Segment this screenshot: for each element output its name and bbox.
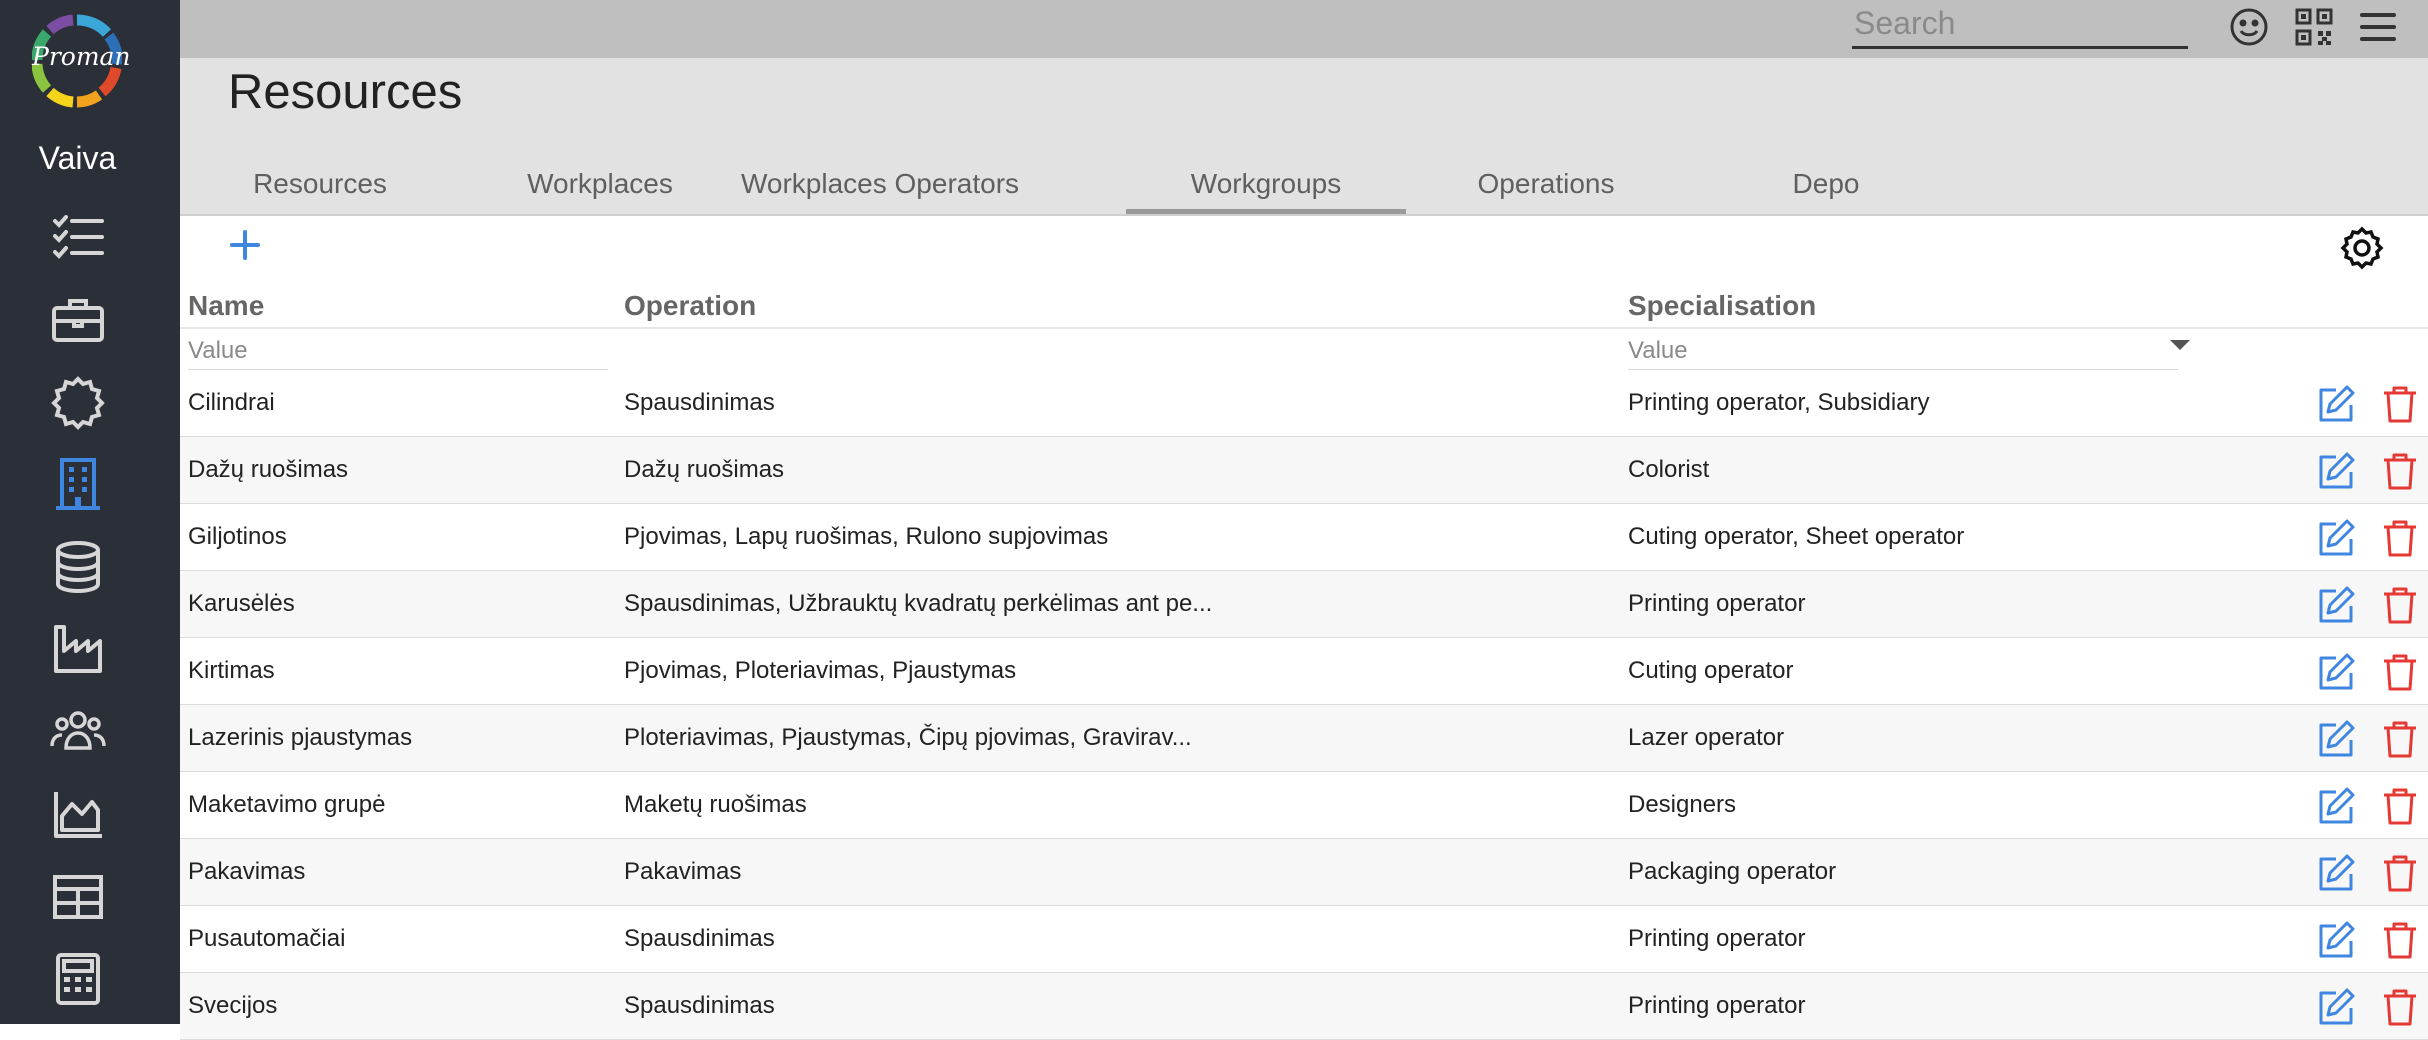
edit-button[interactable] (2314, 583, 2358, 627)
building-icon (50, 456, 106, 512)
tab-depo[interactable]: Depo (1792, 168, 1860, 199)
cell-specialisation: Printing operator, Subsidiary (1628, 389, 1930, 416)
logo-text: Proman (32, 42, 131, 71)
edit-icon (2316, 920, 2356, 960)
cell-operation: Spausdinimas (624, 992, 775, 1019)
delete-button[interactable] (2378, 717, 2422, 761)
cell-specialisation: Cuting operator, Sheet operator (1628, 523, 1965, 550)
cell-operation: Spausdinimas (624, 389, 775, 416)
edit-icon (2316, 786, 2356, 826)
sidebar-item-tasks[interactable] (43, 202, 113, 272)
sidebar-item-settings[interactable] (43, 367, 113, 437)
table-row[interactable] (180, 638, 2428, 705)
edit-button[interactable] (2314, 918, 2358, 962)
gear-outline-icon (50, 374, 106, 430)
edit-button[interactable] (2314, 851, 2358, 895)
cell-name: Pakavimas (188, 858, 306, 885)
database-icon (50, 539, 106, 595)
trash-icon (2380, 920, 2420, 960)
sidebar-item-database[interactable] (43, 532, 113, 602)
delete-button[interactable] (2378, 650, 2422, 694)
tab-resources[interactable]: Resources (253, 168, 387, 199)
sidebar-item-users[interactable] (43, 697, 113, 767)
trash-icon (2380, 451, 2420, 491)
cell-name: Maketavimo grupė (188, 791, 386, 818)
sidebar-item-jobs[interactable] (43, 285, 113, 355)
cell-name: Dažų ruošimas (188, 456, 349, 483)
edit-button[interactable] (2314, 516, 2358, 560)
plus-icon (229, 229, 261, 261)
cell-operation: Pjovimas, Lapų ruošimas, Rulono supjovimas (624, 523, 1109, 550)
cell-operation: Ploteriavimas, Pjaustymas, Čipų pjovimas, Gravirav... (624, 724, 1192, 751)
page-title: Resources (228, 65, 463, 119)
table-row[interactable] (180, 772, 2428, 839)
trash-icon (2380, 719, 2420, 759)
trash-icon (2380, 786, 2420, 826)
sidebar-item-tables[interactable] (43, 862, 113, 932)
delete-button[interactable] (2378, 382, 2422, 426)
trash-icon (2380, 652, 2420, 692)
trash-icon (2380, 518, 2420, 558)
filter-row (180, 327, 2428, 371)
edit-button[interactable] (2314, 382, 2358, 426)
table-settings-button[interactable] (2340, 226, 2386, 272)
table-row[interactable] (180, 504, 2428, 571)
cell-name: Giljotinos (188, 523, 287, 550)
delete-button[interactable] (2378, 918, 2422, 962)
sidebar-item-reports[interactable] (43, 779, 113, 849)
edit-button[interactable] (2314, 650, 2358, 694)
chevron-down-icon[interactable] (2170, 340, 2190, 350)
table-row[interactable] (180, 571, 2428, 638)
table-body (180, 370, 2428, 1040)
search-input[interactable] (1852, 0, 2188, 49)
table-row[interactable] (180, 973, 2428, 1040)
table-row[interactable] (180, 906, 2428, 973)
edit-button[interactable] (2314, 449, 2358, 493)
delete-button[interactable] (2378, 449, 2422, 493)
tab-operations[interactable]: Operations (1477, 168, 1615, 199)
cell-operation: Maketų ruošimas (624, 791, 807, 818)
column-header-specialisation[interactable]: Specialisation (1628, 290, 1817, 321)
tab-workgroups[interactable]: Workgroups (1126, 142, 1406, 214)
page-header (180, 58, 2428, 216)
task-list-icon (50, 209, 106, 265)
qr-scan-button[interactable] (2289, 2, 2339, 52)
calculator-icon (50, 951, 106, 1007)
edit-icon (2316, 853, 2356, 893)
cell-operation: Spausdinimas (624, 925, 775, 952)
name-filter-input[interactable] (188, 333, 608, 371)
cell-name: Svecijos (188, 992, 278, 1019)
edit-button[interactable] (2314, 784, 2358, 828)
proman-logo[interactable] (32, 12, 131, 108)
specialisation-filter-select[interactable] (1628, 333, 2178, 371)
edit-button[interactable] (2314, 717, 2358, 761)
edit-icon (2316, 384, 2356, 424)
menu-button[interactable] (2353, 2, 2403, 52)
cell-operation: Pakavimas (624, 858, 742, 885)
edit-icon (2316, 585, 2356, 625)
feedback-button[interactable] (2224, 2, 2274, 52)
cell-specialisation: Printing operator (1628, 992, 1806, 1019)
cell-operation: Spausdinimas, Užbrauktų kvadratų perkėlimas ant pe... (624, 590, 1213, 617)
sidebar-item-resources[interactable] (43, 449, 113, 519)
gear-icon (2340, 226, 2384, 270)
table-row[interactable] (180, 437, 2428, 504)
users-icon (50, 704, 106, 760)
cell-name: Lazerinis pjaustymas (188, 724, 413, 751)
edit-icon (2316, 719, 2356, 759)
cell-specialisation: Printing operator (1628, 925, 1806, 952)
cell-specialisation: Lazer operator (1628, 724, 1785, 751)
table-row[interactable] (180, 370, 2428, 437)
cell-specialisation: Cuting operator (1628, 657, 1794, 684)
qr-code-icon (2294, 7, 2334, 47)
edit-icon (2316, 987, 2356, 1027)
table-row[interactable] (180, 839, 2428, 906)
cell-operation: Dažų ruošimas (624, 456, 785, 483)
sidebar-item-production[interactable] (43, 614, 113, 684)
edit-button[interactable] (2314, 985, 2358, 1029)
cell-name: Kirtimas (188, 657, 275, 684)
table-icon (50, 869, 106, 925)
trash-icon (2380, 987, 2420, 1027)
area-chart-icon (50, 786, 106, 842)
cell-operation: Pjovimas, Ploteriavimas, Pjaustymas (624, 657, 1017, 684)
cell-name: Karusėlės (188, 590, 295, 617)
factory-icon (50, 621, 106, 677)
add-button[interactable] (222, 222, 268, 268)
trash-icon (2380, 585, 2420, 625)
edit-icon (2316, 652, 2356, 692)
smiley-icon (2228, 6, 2270, 48)
delete-button[interactable] (2378, 851, 2422, 895)
edit-icon (2316, 451, 2356, 491)
trash-icon (2380, 384, 2420, 424)
column-header-operation[interactable]: Operation (624, 290, 757, 321)
delete-button[interactable] (2378, 985, 2422, 1029)
sidebar (0, 0, 180, 1024)
hamburger-icon (2358, 7, 2398, 47)
tab-workplaces[interactable]: Workplaces (527, 168, 673, 199)
edit-icon (2316, 518, 2356, 558)
briefcase-icon (50, 292, 106, 348)
cell-specialisation: Colorist (1628, 456, 1710, 483)
cell-specialisation: Packaging operator (1628, 858, 1837, 885)
delete-button[interactable] (2378, 583, 2422, 627)
user-name[interactable]: Vaiva (38, 140, 117, 176)
trash-icon (2380, 853, 2420, 893)
tab-workplaces-operators[interactable]: Workplaces Operators (740, 168, 1020, 199)
table-row[interactable] (180, 705, 2428, 772)
cell-name: Cilindrai (188, 389, 275, 416)
delete-button[interactable] (2378, 784, 2422, 828)
sidebar-item-calculator[interactable] (43, 944, 113, 1014)
column-header-name[interactable]: Name (188, 290, 265, 321)
cell-specialisation: Printing operator (1628, 590, 1806, 617)
cell-name: Pusautomačiai (188, 925, 346, 952)
cell-specialisation: Designers (1628, 791, 1737, 818)
delete-button[interactable] (2378, 516, 2422, 560)
